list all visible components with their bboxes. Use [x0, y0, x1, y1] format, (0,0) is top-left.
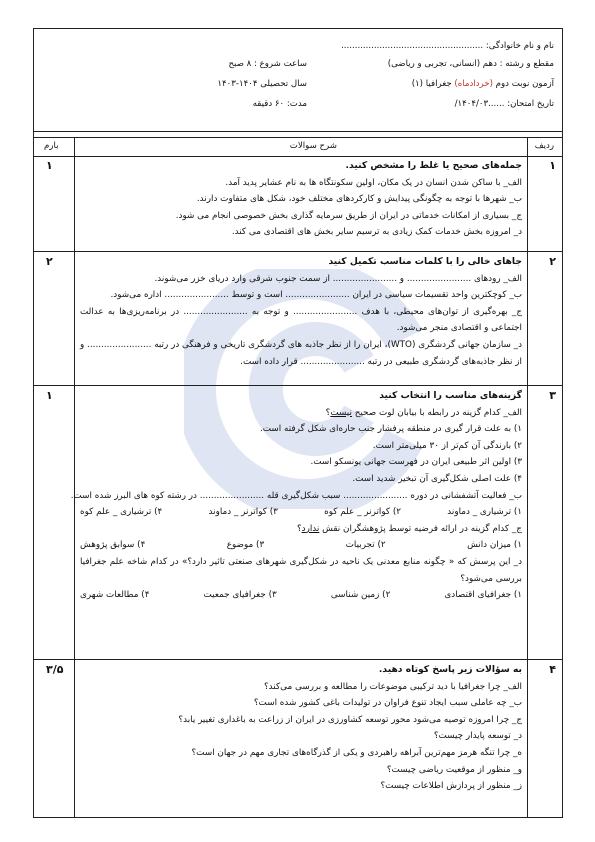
start-time-label: ساعت شروع : ۸ صبح	[228, 59, 307, 69]
question-1	[34, 155, 562, 252]
mcq-b-options	[80, 504, 522, 521]
question-number: ۱	[549, 159, 556, 172]
blank-d: د_ سازمان جهانی گردشگری (WTO)، ایران را از نظر جاذبه های گردشگری تاریخی و فرهنگی در رتبه ....................... و از نظر جاذبه‌های گردشگری طبیعی در رتبه ....................... قرار داده است.	[80, 339, 522, 367]
exam-month: (خردادماه)	[454, 79, 493, 89]
question-title: به سؤالات زیر پاسخ کوتاه دهید.	[378, 664, 522, 675]
duration-label: مدت: ۶۰ دقیقه	[252, 99, 307, 109]
school-year-label: سال تحصیلی ۱۴۰۴-۱۴۰۳	[217, 79, 307, 89]
mcq-a-option-4[interactable]: ۴) علت اصلی شکل‌گیری آن تبخیر شدید است.	[352, 473, 522, 484]
short-answer-e: ه_ چرا تنگه هرمز مهم‌ترین آبراهه راهبردی و یکی از گذرگاه‌های تجاری مهم در جهان است؟	[191, 747, 522, 758]
question-4	[34, 659, 562, 817]
statement-c: ج_ بسیاری از امکانات خدماتی در ایران از طریق سرمایه گذاری بخش خصوصی انجام می شود.	[175, 210, 522, 221]
mcq-d-options	[80, 587, 522, 604]
blank-a: الف_ رودهای ....................... و ....................... از سمت جنوب شرقی وارد دریای خزر می‌شوند.	[154, 273, 522, 284]
mcq-b-option-1[interactable]: ۱) ترشیاری _ دماوند	[447, 507, 522, 518]
blank-c: ج_ بهره‌گیری از توان‌های محیطی، با هدف ....................... و توجه به ....................... در برنامه‌ریزی‌ها به عدالت اجتماعی و اقتصادی منجر می‌شود.	[80, 306, 522, 334]
mcq-c-option-2[interactable]: ۲) تجربیات	[345, 540, 386, 551]
mcq-b-stem: ب_ فعالیت آتشفشانی در دوره ....................... سبب شکل‌گیری قله ....................... در رشته کوه های البرز شده است.	[70, 490, 522, 501]
question-score: ۱	[46, 159, 53, 172]
question-number: ۴	[549, 663, 556, 676]
question-score: ۳/۵	[46, 663, 64, 676]
mcq-a-option-1[interactable]: ۱) به علت قرار گیری در منطقه پرفشار جنب حاره‌ای شکل گرفته است.	[259, 424, 522, 435]
exam-date-label: تاریخ امتحان: ......۱۴۰۴/۰۳/	[454, 99, 554, 109]
table-header	[34, 137, 562, 157]
exam-title: آزمون نوبت دوم (خردادماه) جغرافیا (۱)	[411, 79, 554, 89]
short-answer-g: ز_ منظور از پردازش اطلاعات چیست؟	[380, 781, 522, 792]
mcq-d-option-2[interactable]: ۲) زمین شناسی	[330, 590, 391, 601]
question-title: جمله‌های صحیح یا غلط را مشخص کنید.	[345, 160, 522, 171]
mcq-d-option-3[interactable]: ۳) جغرافیای جمعیت	[203, 590, 277, 601]
mcq-c-option-4[interactable]: ۴) سوابق پژوهش	[80, 540, 146, 551]
blank-b: ب_ کوچکترین واحد تقسیمات سیاسی در ایران ....................... است و توسط ....................... اداره می‌شود.	[110, 290, 522, 301]
statement-a: الف_ با ساکن شدن انسان در یک مکان، اولین سکونتگاه ها به نام عشایر پدید آمد.	[225, 177, 522, 188]
exam-sheet	[33, 28, 563, 818]
question-number: ۲	[549, 255, 556, 268]
row-column-header: ردیف	[534, 141, 554, 151]
short-answer-c: ج_ چرا امروزه توصیه می‌شود محور توسعه کشاورزی در ایران از زراعت به باغداری تغییر یابد؟	[178, 714, 522, 725]
mcq-a-option-3[interactable]: ۳) اولین اثر طبیعی ایران در فهرست جهانی یونسکو است.	[310, 457, 522, 468]
mcq-a-option-2[interactable]: ۲) بارندگی آن کم‌تر از ۳۰ میلی‌متر است.	[372, 440, 522, 451]
statement-d: د_ امروزه بخش خدمات کمک زیادی به ترسیم سایر بخش های اقتصادی می کند.	[231, 227, 522, 238]
score-column-header: بارم	[44, 141, 59, 151]
short-answer-d: د_ توسعه پایدار چیست؟	[433, 731, 522, 742]
mcq-b-option-4[interactable]: ۴) ترشیاری _ علم کوه	[80, 507, 163, 518]
question-3	[34, 385, 562, 660]
mcq-b-option-2[interactable]: ۲) کواترنر _ علم کوه	[324, 507, 402, 518]
mcq-d-option-1[interactable]: ۱) جغرافیای اقتصادی	[444, 590, 522, 601]
question-number: ۳	[549, 389, 556, 402]
question-column-header: شرح سوالات	[289, 141, 337, 151]
mcq-b-option-3[interactable]: ۳) کواترنر _ دماوند	[208, 507, 278, 518]
mcq-c-option-3[interactable]: ۳) موضوع	[226, 540, 265, 551]
question-2	[34, 251, 562, 386]
question-title: جاهای خالی را با کلمات مناسب تکمیل کنید	[328, 256, 522, 267]
mcq-c-option-1[interactable]: ۱) میزان دانش	[467, 540, 522, 551]
grade-label: مقطع و رشته : دهم (انسانی، تجربی و ریاضی)	[387, 59, 554, 69]
mcq-d-stem: د_ این پرسش که « چگونه منابع معدنی یک ناحیه در شکل‌گیری شهرهای صنعتی تاثیر دارد؟» در کدام شاخه علم جغرافیا بررسی می‌شود؟	[80, 556, 522, 584]
exam-header	[34, 29, 562, 132]
student-name-label: نام و نام خانوادگی: ....................................................	[341, 41, 554, 51]
short-answer-a: الف_ چرا جغرافیا با دید ترکیبی موضوعات را مطالعه و بررسی می‌کند؟	[264, 681, 522, 692]
question-title: گزینه‌های مناسب را انتخاب کنید	[379, 390, 522, 401]
mcq-a-stem: الف_ کدام گزینه در رابطه با بیابان لوت صحیح نیست؟	[325, 407, 522, 418]
statement-b: ب_ شهرها با توجه به چگونگی پیدایش و کارکردهای مختلف خود، شکل های متفاوت دارند.	[196, 194, 522, 205]
question-score: ۱	[46, 389, 53, 402]
short-answer-f: و_ منظور از موقعیت ریاضی چیست؟	[386, 764, 522, 775]
mcq-c-stem: ج_ کدام گزینه در ارائه فرضیه توسط پژوهشگران نقش ندارد؟	[296, 523, 522, 534]
short-answer-b: ب_ چه عاملی سبب ایجاد تنوع فراوان در تولیدات باغی کشور شده است؟	[253, 698, 522, 709]
mcq-d-option-4[interactable]: ۴) مطالعات شهری	[80, 590, 150, 601]
question-score: ۲	[46, 255, 53, 268]
mcq-c-options	[80, 537, 522, 554]
